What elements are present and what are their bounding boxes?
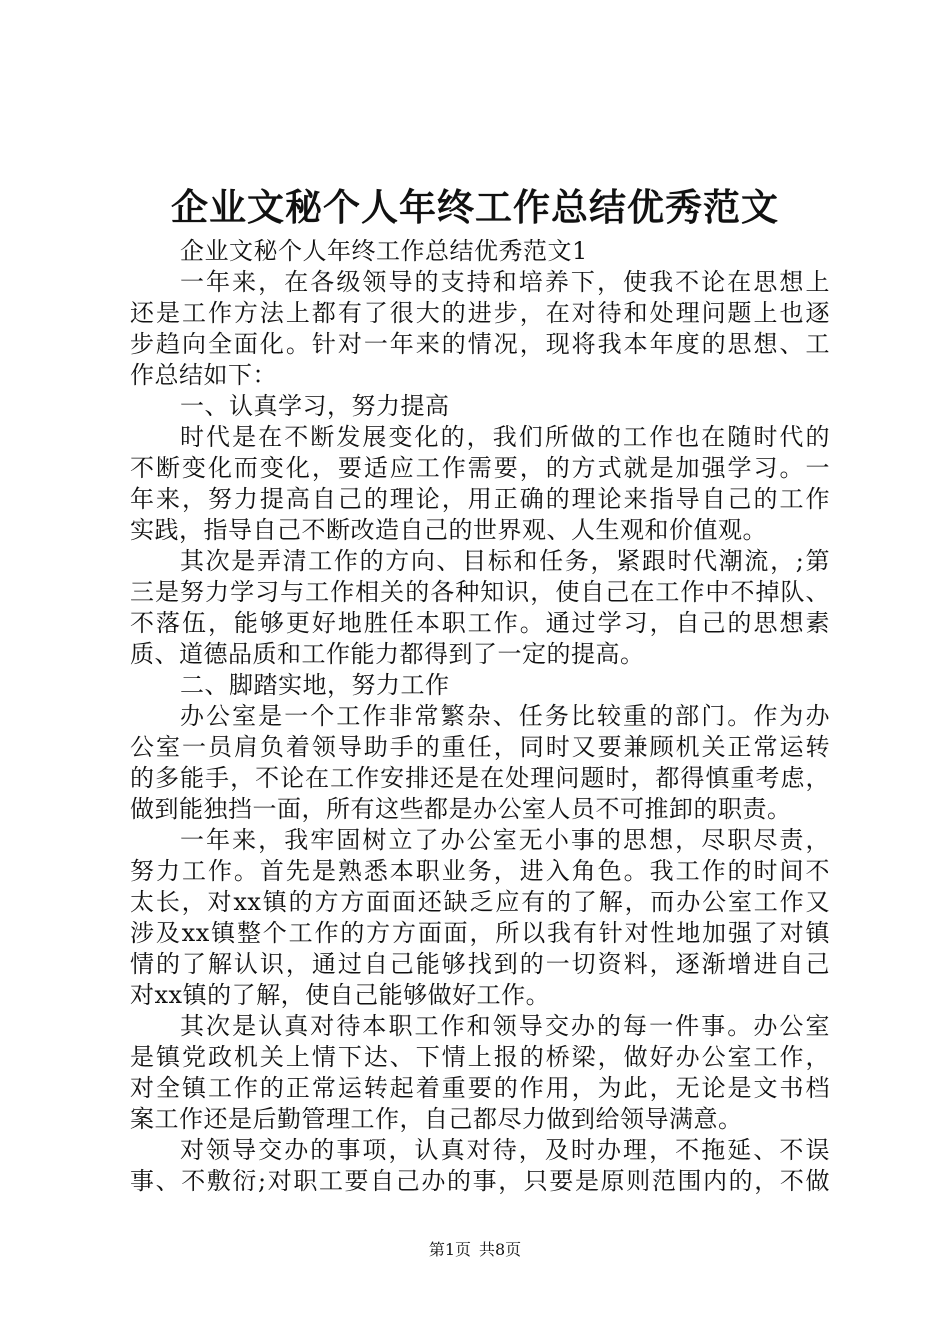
page-number-current: 第1页: [428, 1240, 471, 1259]
body-text-line: 对xx镇的了解，使自己能够做好工作。: [130, 981, 551, 1009]
body-text-line: 努力工作。首先是熟悉本职业务，进入角色。我工作的时间不: [130, 857, 830, 885]
body-text-line: 是镇党政机关上情下达、下情上报的桥梁，做好办公室工作，: [130, 1043, 830, 1071]
body-text-line: 办公室是一个工作非常繁杂、任务比较重的部门。作为办: [180, 702, 830, 730]
body-text-line: 情的了解认识，通过自己能够找到的一切资料，逐渐增进自己: [130, 950, 830, 978]
body-text-line: 其次是认真对待本职工作和领导交办的每一件事。办公室: [180, 1012, 830, 1040]
body-text-line: 二、脚踏实地，努力工作: [180, 671, 450, 699]
body-text-line: 对全镇工作的正常运转起着重要的作用，为此，无论是文书档: [130, 1074, 830, 1102]
body-text-line: 不落伍，能够更好地胜任本职工作。通过学习，自己的思想素: [130, 609, 830, 637]
body-text-line: 一年来，在各级领导的支持和培养下，使我不论在思想上: [180, 268, 830, 296]
body-text-line: 对领导交办的事项，认真对待，及时办理，不拖延、不误: [180, 1136, 830, 1164]
body-text-line: 企业文秘个人年终工作总结优秀范文1: [180, 237, 588, 265]
body-text-line: 其次是弄清工作的方向、目标和任务，紧跟时代潮流，;第: [180, 547, 830, 575]
body-text-line: 还是工作方法上都有了很大的进步，在对待和处理问题上也逐: [130, 299, 830, 327]
body-text-line: 一年来，我牢固树立了办公室无小事的思想，尽职尽责，: [180, 826, 830, 854]
body-text-line: 涉及xx镇整个工作的方方面面，所以我有针对性地加强了对镇: [130, 919, 830, 947]
page-number-total: 共8页: [479, 1240, 522, 1259]
document-title: 企业文秘个人年终工作总结优秀范文: [171, 185, 779, 229]
page-footer: [0, 1238, 950, 1262]
body-text-line: 做到能独挡一面，所有这些都是办公室人员不可推卸的职责。: [130, 795, 792, 823]
body-text-line: 年来，努力提高自己的理论，用正确的理论来指导自己的工作: [130, 485, 830, 513]
body-text-line: 实践，指导自己不断改造自己的世界观、人生观和价值观。: [130, 516, 767, 544]
body-text-line: 事、不敷衍;对职工要自己办的事，只要是原则范围内的，不做: [130, 1167, 830, 1195]
body-text-line: 时代是在不断发展变化的，我们所做的工作也在随时代的: [180, 423, 830, 451]
body-text-line: 太长，对xx镇的方方面面还缺乏应有的了解，而办公室工作又: [130, 888, 830, 916]
document-body: [130, 236, 830, 1197]
body-text-line: 三是努力学习与工作相关的各种知识，使自己在工作中不掉队、: [130, 578, 830, 606]
body-text-line: 步趋向全面化。针对一年来的情况，现将我本年度的思想、工: [130, 330, 830, 358]
body-text-line: 作总结如下：: [130, 361, 277, 389]
body-text-line: 一、认真学习，努力提高: [180, 392, 450, 420]
body-text-line: 案工作还是后勤管理工作，自己都尽力做到给领导满意。: [130, 1105, 743, 1133]
body-text-line: 质、道德品质和工作能力都得到了一定的提高。: [130, 640, 645, 668]
body-text-line: 不断变化而变化，要适应工作需要，的方式就是加强学习。一: [130, 454, 830, 482]
body-text-line: 公室一员肩负着领导助手的重任，同时又要兼顾机关正常运转: [130, 733, 830, 761]
body-text-line: 的多能手，不论在工作安排还是在处理问题时，都得慎重考虑，: [130, 764, 830, 792]
